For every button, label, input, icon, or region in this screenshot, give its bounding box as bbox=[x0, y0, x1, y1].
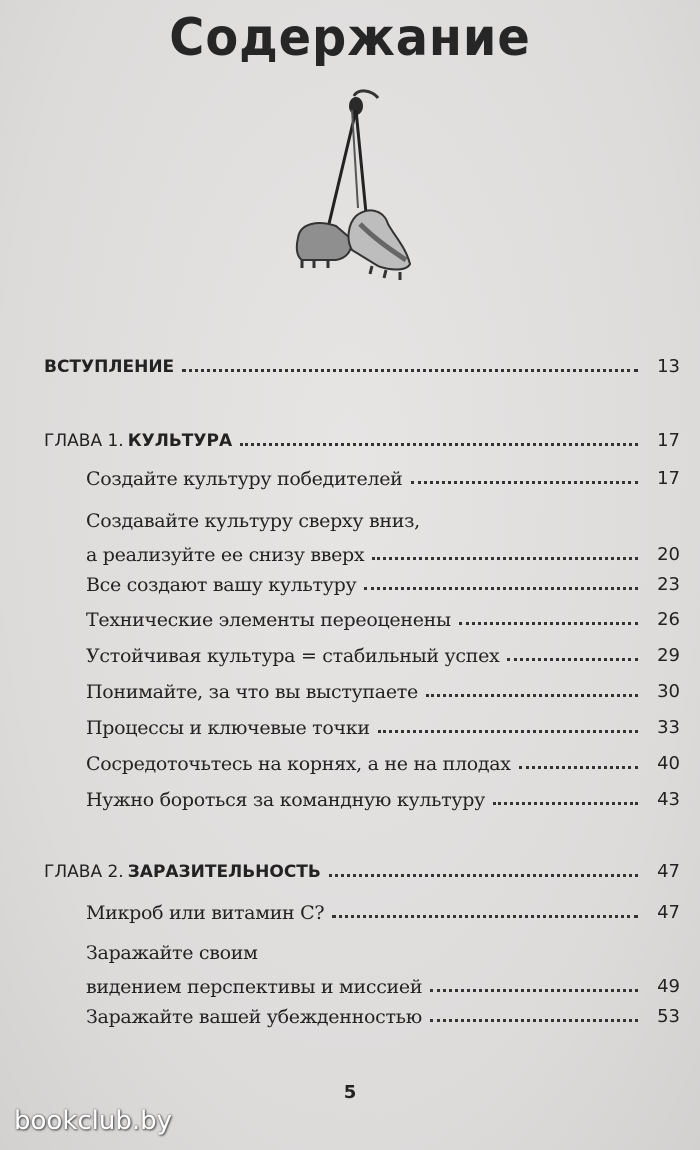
toc-item-title-line1: Создавайте культуру сверху вниз, bbox=[86, 510, 420, 532]
toc-page-number: 20 bbox=[657, 544, 680, 565]
toc-page-number: 30 bbox=[657, 681, 680, 702]
toc-item[interactable] bbox=[86, 941, 680, 999]
toc-item-title-line2: а реализуйте ее снизу вверх bbox=[86, 544, 365, 566]
toc-chapter-2[interactable] bbox=[44, 850, 680, 884]
toc-item[interactable] bbox=[86, 598, 680, 632]
chapter-prefix: ГЛАВА 2. bbox=[44, 862, 124, 882]
toc-page-number: 40 bbox=[657, 753, 680, 774]
dot-leader bbox=[430, 989, 638, 992]
dot-leader bbox=[364, 587, 638, 590]
toc-item-title: Создайте культуру победителей bbox=[86, 468, 403, 490]
toc-item-title-line1: Заражайте своим bbox=[86, 942, 258, 964]
toc-entry-label: ВСТУПЛЕНИЕ bbox=[44, 357, 175, 377]
dot-leader bbox=[332, 915, 638, 918]
toc-item[interactable] bbox=[86, 891, 680, 925]
dot-leader bbox=[430, 1019, 638, 1022]
toc-item-title: Понимайте, за что вы выступаете bbox=[86, 681, 418, 703]
toc-page-number: 53 bbox=[657, 1006, 680, 1027]
dot-leader bbox=[240, 443, 638, 446]
toc-item[interactable] bbox=[86, 509, 680, 567]
toc-item-title: Нужно бороться за командную культуру bbox=[86, 789, 486, 811]
toc-item-title: Микроб или витамин С? bbox=[86, 902, 325, 924]
dot-leader bbox=[182, 369, 638, 372]
dot-leader bbox=[378, 730, 638, 733]
dot-leader bbox=[493, 802, 638, 805]
toc-page-number: 43 bbox=[657, 789, 680, 810]
toc-item-title: Процессы и ключевые точки bbox=[86, 717, 370, 739]
toc-item-title: Все создают вашу культуру bbox=[86, 574, 357, 596]
toc-page-number: 29 bbox=[657, 645, 680, 666]
toc-page-number: 17 bbox=[657, 468, 680, 489]
toc-item[interactable] bbox=[86, 706, 680, 740]
toc-page-number: 33 bbox=[657, 717, 680, 738]
dot-leader bbox=[372, 557, 638, 560]
toc-item[interactable] bbox=[86, 563, 680, 597]
toc-entry-intro[interactable] bbox=[44, 345, 680, 379]
toc-page-number: 49 bbox=[657, 976, 680, 997]
chapter-prefix: ГЛАВА 1. bbox=[44, 431, 124, 451]
dot-leader bbox=[411, 481, 638, 484]
toc-page-number: 47 bbox=[657, 902, 680, 923]
chapter-title: КУЛЬТУРА bbox=[127, 431, 233, 451]
toc-page-number: 26 bbox=[657, 609, 680, 630]
toc-page-number: 23 bbox=[657, 574, 680, 595]
toc-item-title: Сосредоточьтесь на корнях, а не на плодах bbox=[86, 753, 511, 775]
toc-page-number: 17 bbox=[657, 430, 680, 451]
toc-item[interactable] bbox=[86, 634, 680, 668]
football-boots-illustration bbox=[288, 88, 418, 288]
dot-leader bbox=[459, 622, 638, 625]
toc-page-number: 47 bbox=[657, 861, 680, 882]
toc-chapter-1[interactable] bbox=[44, 419, 680, 453]
toc-item[interactable] bbox=[86, 670, 680, 704]
page-title: Содержание bbox=[169, 8, 531, 68]
toc-page-number: 13 bbox=[657, 356, 680, 377]
toc-item-title-line2: видением перспективы и миссией bbox=[86, 976, 423, 998]
toc-item-title: Технические элементы переоценены bbox=[86, 609, 451, 631]
dot-leader bbox=[507, 658, 638, 661]
toc-item-title: Заражайте вашей убежденностью bbox=[86, 1006, 422, 1028]
dot-leader bbox=[329, 874, 638, 877]
watermark: bookclub.by bbox=[14, 1106, 173, 1136]
page-number: 5 bbox=[343, 1082, 357, 1103]
dot-leader bbox=[519, 766, 638, 769]
toc-item[interactable] bbox=[86, 995, 680, 1029]
dot-leader bbox=[426, 694, 638, 697]
toc-item[interactable] bbox=[86, 457, 680, 491]
toc-item[interactable] bbox=[86, 742, 680, 776]
toc-item[interactable] bbox=[86, 778, 680, 812]
chapter-title: ЗАРАЗИТЕЛЬНОСТЬ bbox=[127, 862, 321, 882]
toc-item-title: Устойчивая культура = стабильный успех bbox=[86, 645, 500, 667]
